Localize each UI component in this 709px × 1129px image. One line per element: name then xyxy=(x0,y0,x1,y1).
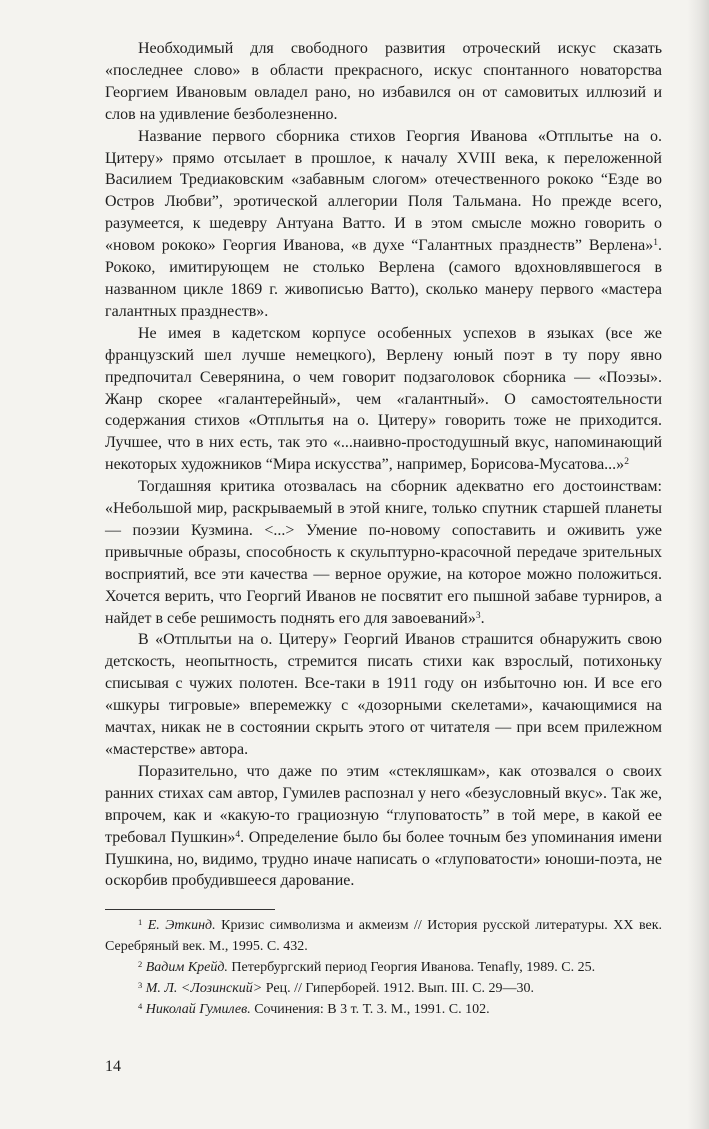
footnotes xyxy=(105,916,662,1021)
paragraph-6: Поразительно, что даже по этим «стекляшкам», как отозвался о своих ранних стихах сам автор, Гумилев распознал у него «безусловный вкус». Так же, впрочем, как и «какую-то грациозную “глуповатость” в той мере, в какой ее требовал Пушкин»$^4$. Определение было бы более точным без упоминания имени Пушкина, но, видимо, трудно иначе написать о «глуповатости» юноши-поэта, не оскорбив пробудившееся дарование. xyxy=(105,762,662,890)
footnote-2: $^2$ Вадим Крейд. Петербургский период Георгия Иванова. Tenafly, 1989. С. 25. xyxy=(138,958,596,975)
footnote-ref-2: 2 xyxy=(624,457,629,468)
footnote-ref-1: 1 xyxy=(653,238,658,249)
footnote-3: $^3$ М. Л. <Лозинский> Рец. // Гиперборей. 1912. Вып. III. С. 29—30. xyxy=(138,979,535,996)
body-text xyxy=(105,38,662,892)
footnote-4: $^4$ Николай Гумилев. Сочинения: В 3 т. Т. 3. М., 1991. С. 102. xyxy=(138,1000,490,1017)
page-number: 14 xyxy=(105,1058,121,1075)
paragraph-3: Не имея в кадетском корпусе особенных успехов в языках (все же французский шел лучше немецкого), Верлену юный поэт в ту пору явно предпочитал Северянина, о чем говорит подзаголовок сборника — «Поэзы». Жанр скорее «галантерейный», чем «галантный». О самостоятельности содержания стихов «Отплытья на о. Цитеру» говорить тоже не приходится. Лучшее, что в них есть, так это «...наивно-простодушный вкус, напоминающий некоторых художников “Мира искусства”, например, Борисова-Мусатова...»$^2$ xyxy=(105,324,662,474)
paragraph-2: Название первого сборника стихов Георгия Иванова «Отплытье на о. Цитеру» прямо отсылает в прошлое, к началу XVIII века, к переложенной Василием Тредиаковским «забавным слогом» отечественного рококо “Езде во Остров Любви”, эротической аллегории Поля Тальмана. Но прежде всего, разумеется, к шедевру Антуана Ватто. И в этом смысле можно говорить о «новом рококо» Георгия Иванова, «в духе “Галантных празднеств” Верлена»$^1$. Рококо, имитирующем не столько Верлена (самого вдохновлявшегося в названном цикле 1869 г. живописью Ватто), сколько манеру первого «мастера галантных празднеств». xyxy=(105,127,662,320)
footnote-divider xyxy=(105,909,275,910)
paragraph-5: В «Отплытьи на о. Цитеру» Георгий Иванов страшится обнаружить свою детскость, неопытность, стремится писать стихи как взрослый, потихоньку списывая с чужих полотен. Все-таки в 1911 году он избыточно юн. И все его «шкуры тигровые» вперемежку с «дозорными скелетами», качающимися на мачтах, никак не в состоянии скрыть этого от читателя — при всем прилежном «мастерстве» автора. xyxy=(105,631,662,758)
paragraph-1: Необходимый для свободного развития отроческий искус сказать «последнее слово» в области прекрасного, искус спонтанного новаторства Георгием Ивановым овладел рано, но избавился он от самовитых иллюзий и слов на удивление безболезненно. xyxy=(105,40,662,123)
footnote-1: $^1$ Е. Эткинд. Кризис символизма и акмеизм // История русской литературы. XX век. Серебряный век. М., 1995. С. 432. xyxy=(105,917,663,954)
footnote-ref-4: 4 xyxy=(235,829,241,840)
page-spine-shadow xyxy=(687,0,709,1129)
footnote-ref-3: 3 xyxy=(475,610,481,621)
paragraph-4: Тогдашняя критика отозвалась на сборник адекватно его достоинствам: «Небольшой мир, раскрываемый в этой книге, только спутник старшей планеты — поэзии Кузмина. <...> Умение по-новому сопоставить и оживить уже привычные образы, способность к скульптурно-красочной передаче зрительных восприятий, все эти качества — верное оружие, на которое можно положиться. Хочется верить, что Георгий Иванов не посвятит его пышной забаве турниров, а найдет в себе решимость поднять его для завоеваний»$^3$. xyxy=(105,478,662,627)
